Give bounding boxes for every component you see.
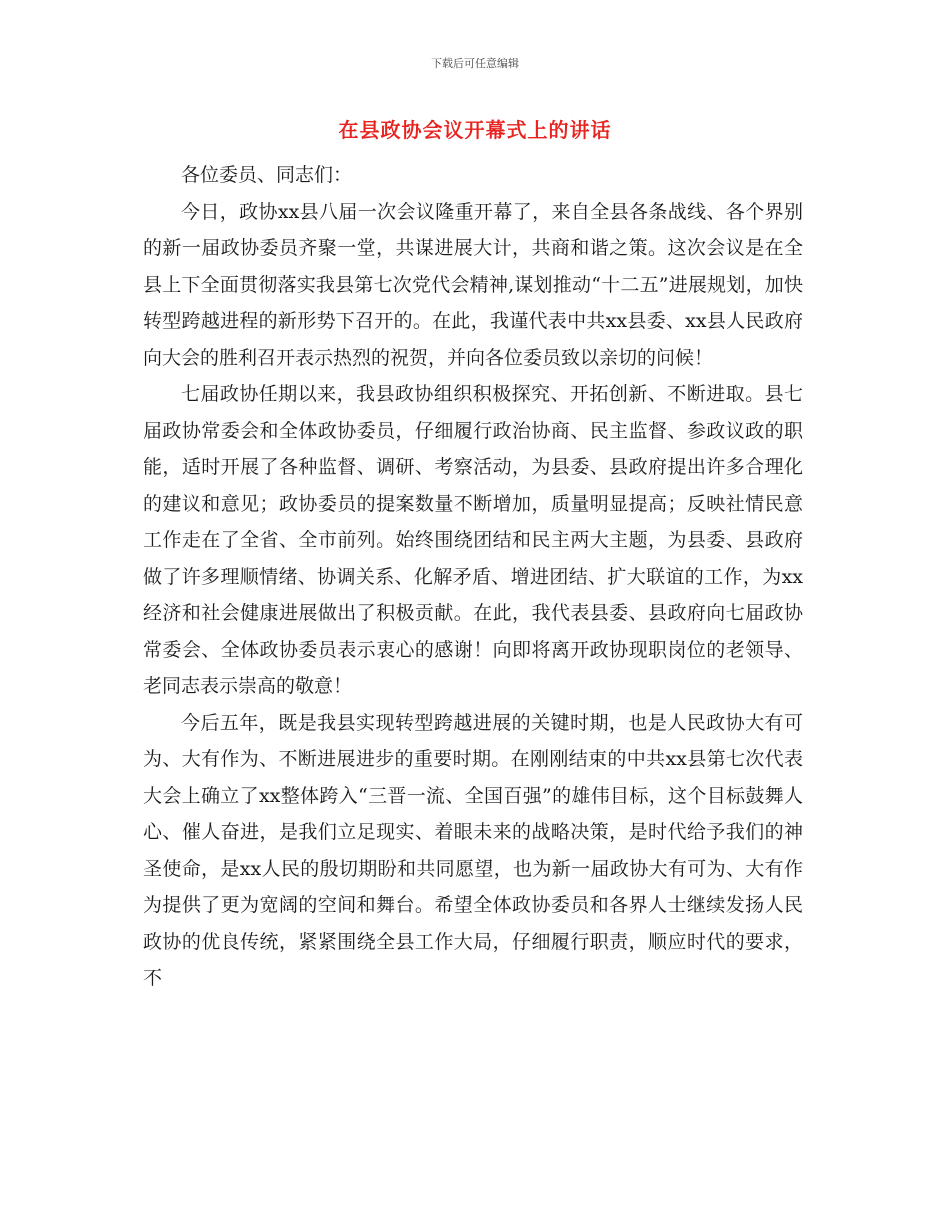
paragraph-outlook: 今后五年，既是我县实现转型跨越进展的关键时期，也是人民政协大有可为、大有作为、不断进展进步的重要时期。在刚刚结束的中共xx县第七次代表大会上确立了xx整体跨入“三晋一流、全国百强”的雄伟目标，这个目标鼓舞人心、催人奋进，是我们立足现实、着眼未来的战略决策，是时代给予我们的神圣使命，是xx人民的殷切期盼和共同愿望，也为新一届政协大有可为、大有作为提供了更为宽阔的空间和舞台。希望全体政协委员和各界人士继续发扬人民政协的优良传统，紧紧围绕全县工作大局，仔细履行职责，顺应时代的要求，不	[143, 711, 803, 989]
document-title: 在县政协会议开幕式上的讲话	[338, 118, 612, 142]
paragraph-review: 七届政协任期以来，我县政协组织积极探究、开拓创新、不断进取。县七届政协常委会和全体政协委员，仔细履行政治协商、民主监督、参政议政的职能，适时开展了各种监督、调研、考察活动，为县委、县政府提出许多合理化的建议和意见；政协委员的提案数量不断增加，质量明显提高；反映社情民意工作走在了全省、全市前列。始终围绕团结和民主两大主题，为县委、县政府做了许多理顺情绪、协调关系、化解矛盾、增进团结、扩大联谊的工作，为xx经济和社会健康进展做出了积极贡献。在此，我代表县委、县政府向七届政协常委会、全体政协委员表示衷心的感谢！向即将离开政协现职岗位的老领导、老同志表示崇高的敬意！	[143, 383, 803, 697]
header-note: 下载后可任意编辑	[431, 57, 519, 70]
paragraph-salutation: 各位委员、同志们：	[181, 164, 353, 186]
document-body	[143, 157, 803, 997]
paragraph-opening: 今日，政协xx县八届一次会议隆重开幕了，来自全县各条战线、各个界别的新一届政协委员齐聚一堂，共谋进展大计，共商和谐之策。这次会议是在全县上下全面贯彻落实我县第七次党代会精神,谋划推动“十二五”进展规划，加快转型跨越进程的新形势下召开的。在此，我谨代表中共xx县委、xx县人民政府向大会的胜利召开表示热烈的祝贺，并向各位委员致以亲切的问候！	[143, 200, 803, 369]
